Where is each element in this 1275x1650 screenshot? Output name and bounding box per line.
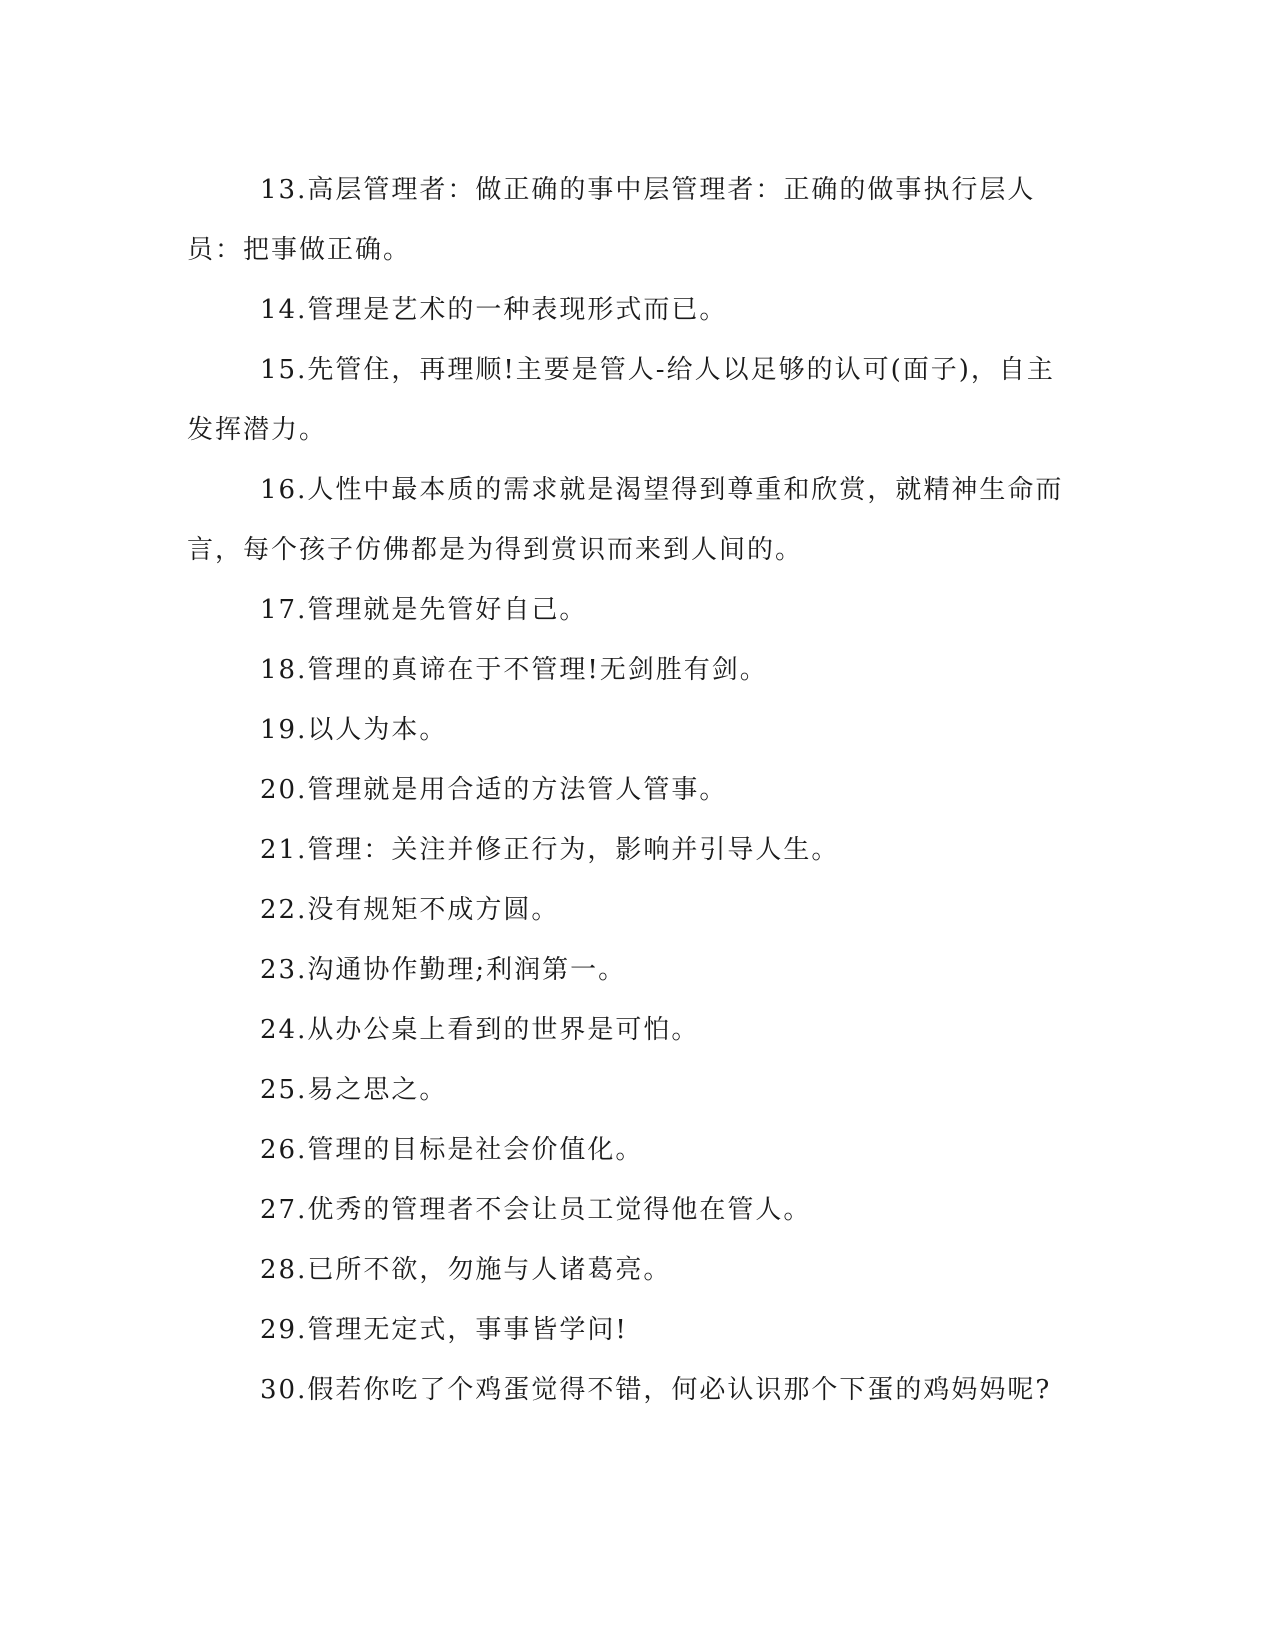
paragraph-22: 22.没有规矩不成方圆。 <box>260 895 560 925</box>
paragraph-29: 29.管理无定式，事事皆学问! <box>260 1315 628 1345</box>
paragraph-27: 27.优秀的管理者不会让员工觉得他在管人。 <box>260 1195 812 1225</box>
paragraph-24: 24.从办公桌上看到的世界是可怕。 <box>260 1015 700 1045</box>
paragraph-28: 28.已所不欲，勿施与人诸葛亮。 <box>260 1255 672 1285</box>
paragraph-25: 25.易之思之。 <box>260 1075 448 1105</box>
paragraph-18: 18.管理的真谛在于不管理!无剑胜有剑。 <box>260 655 768 685</box>
paragraph-30: 30.假若你吃了个鸡蛋觉得不错，何必认识那个下蛋的鸡妈妈呢? <box>260 1375 1052 1405</box>
document-body <box>187 160 1067 1420</box>
paragraph-21: 21.管理：关注并修正行为，影响并引导人生。 <box>260 835 840 865</box>
paragraph-26: 26.管理的目标是社会价值化。 <box>260 1135 644 1165</box>
paragraph-16: 16.人性中最本质的需求就是渴望得到尊重和欣赏，就精神生命而言，每个孩子仿佛都是为得到赏识而来到人间的。 <box>187 475 1064 565</box>
paragraph-17: 17.管理就是先管好自己。 <box>260 595 588 625</box>
paragraph-19: 19.以人为本。 <box>260 715 448 745</box>
paragraph-23: 23.沟通协作勤理;利润第一。 <box>260 955 627 985</box>
paragraph-15: 15.先管住，再理顺!主要是管人-给人以足够的认可(面子)，自主发挥潜力。 <box>187 355 1055 445</box>
paragraph-13: 13.高层管理者：做正确的事中层管理者：正确的做事执行层人员：把事做正确。 <box>187 175 1036 265</box>
paragraph-14: 14.管理是艺术的一种表现形式而已。 <box>260 295 728 325</box>
paragraph-20: 20.管理就是用合适的方法管人管事。 <box>260 775 728 805</box>
